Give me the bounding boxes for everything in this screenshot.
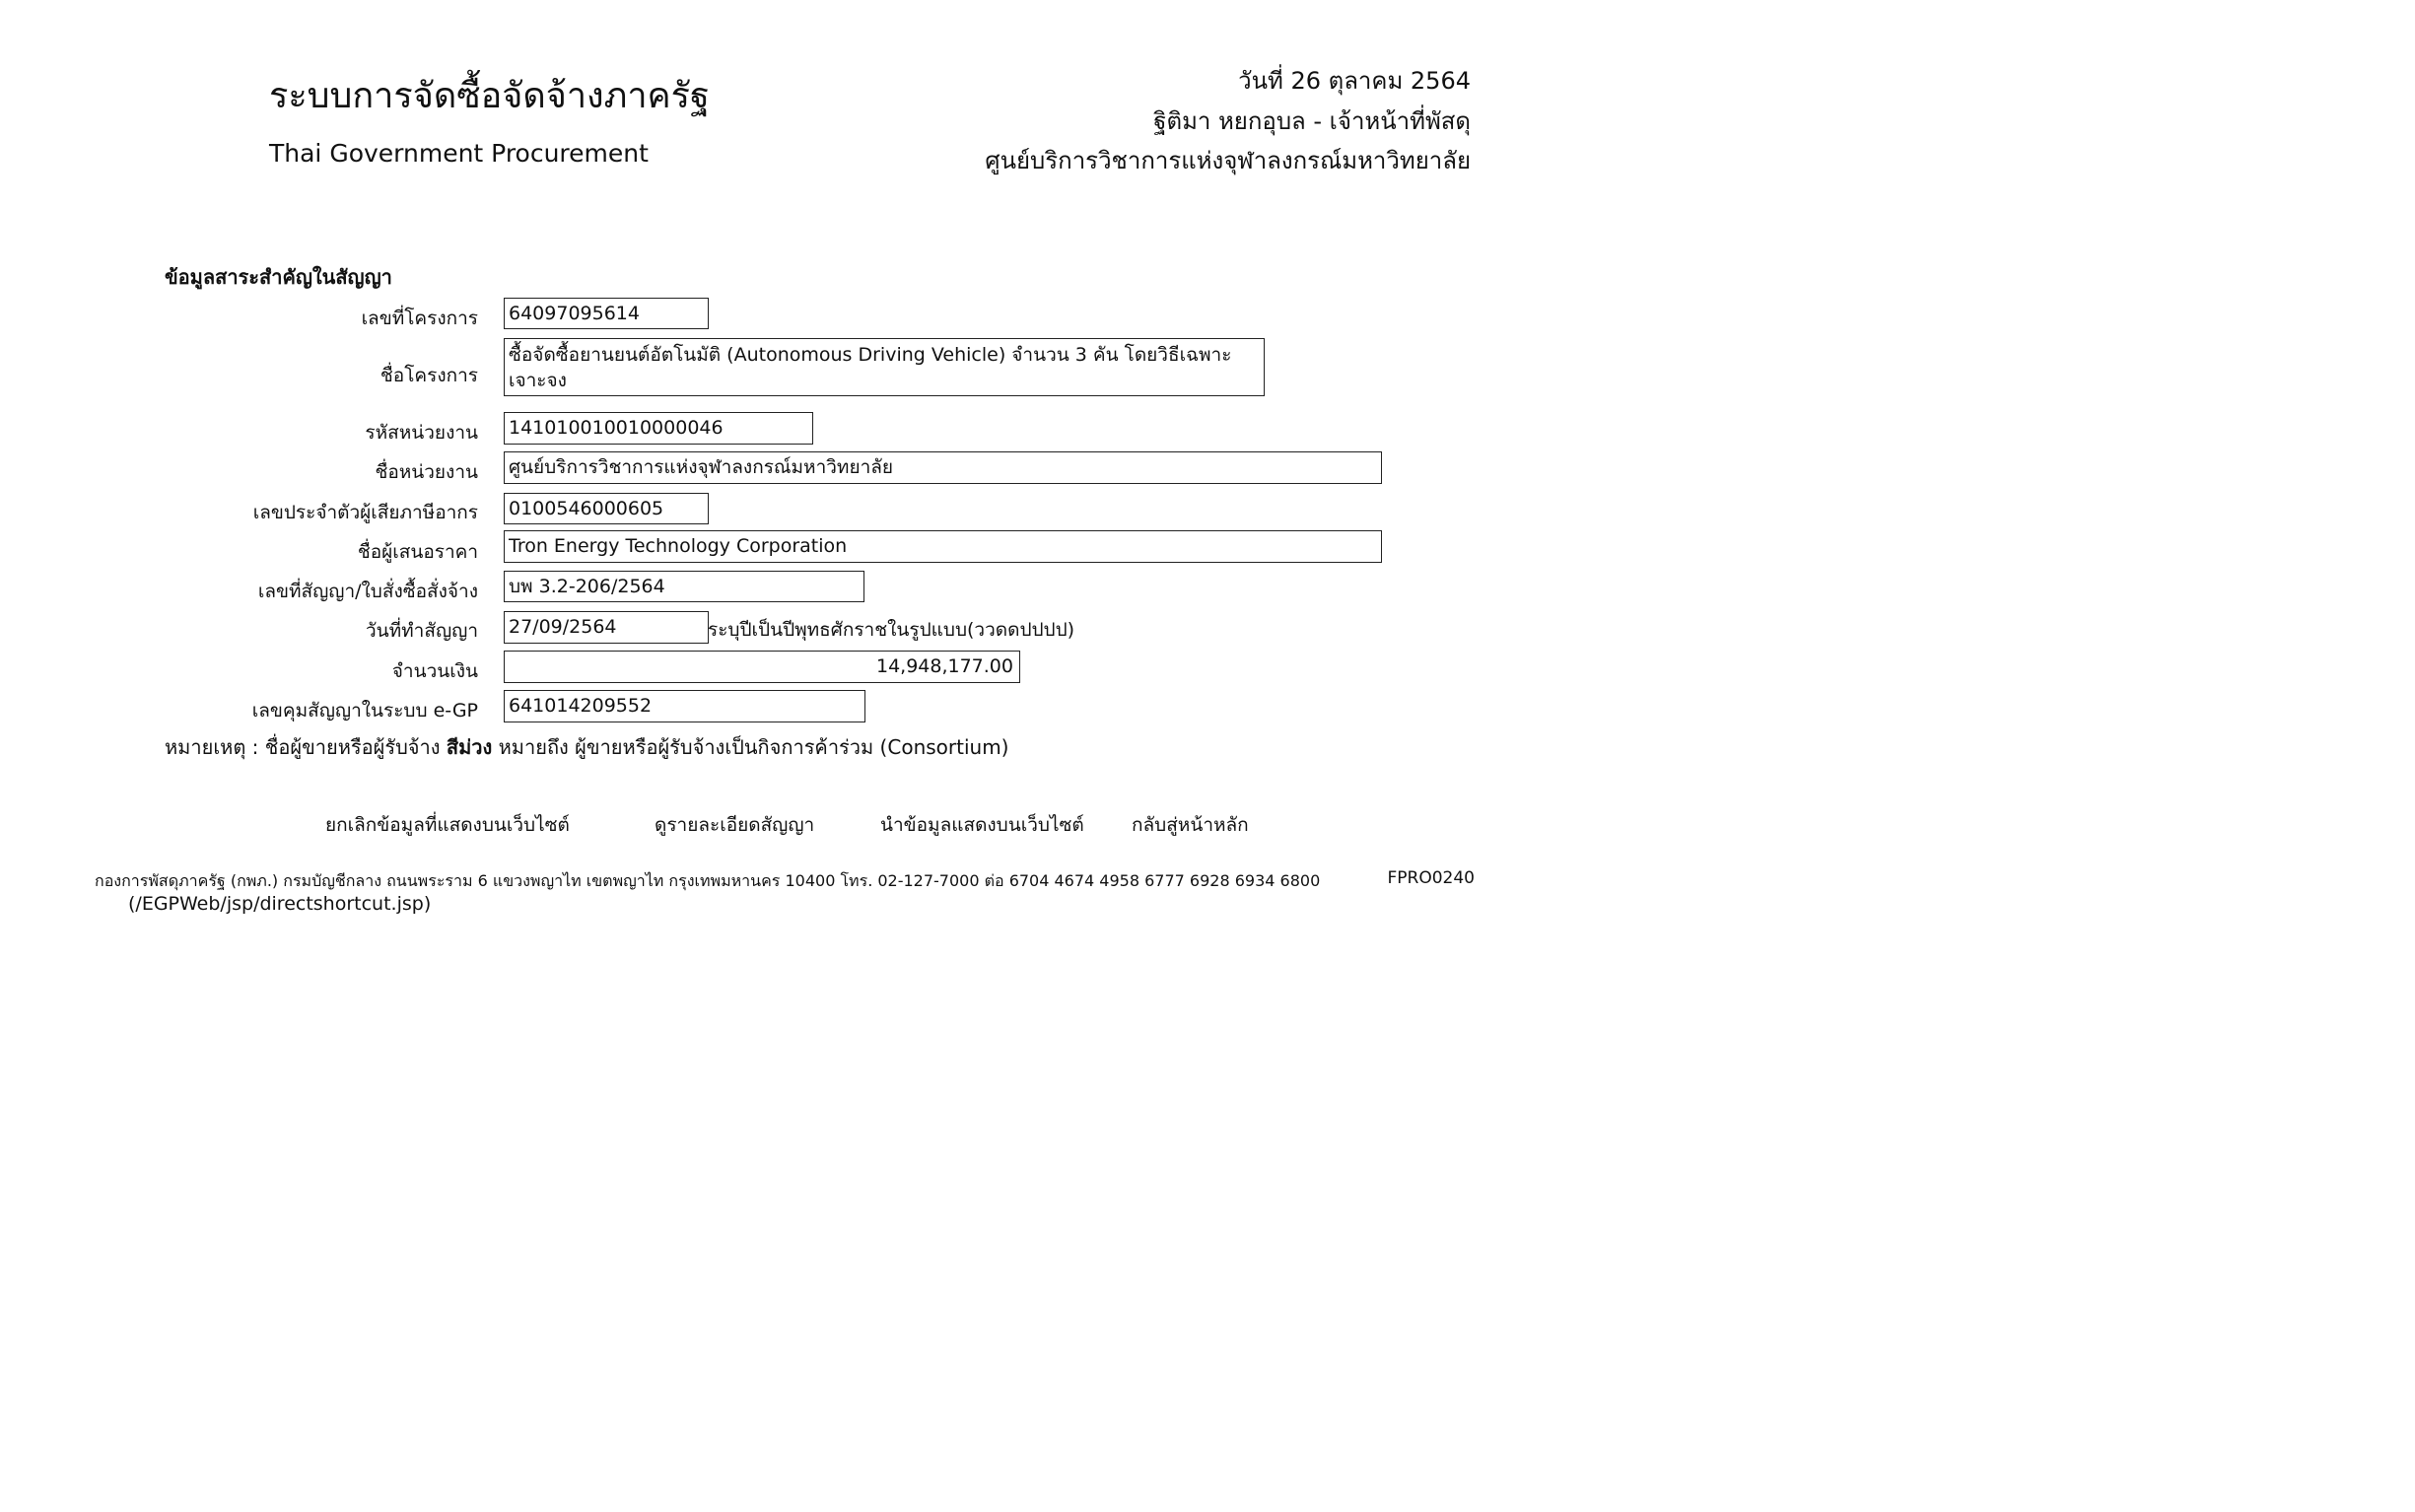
contract-date-field[interactable]: 27/09/2564 xyxy=(504,611,709,644)
system-title-th: ระบบการจัดซื้อจัดจ้างภาครัฐ xyxy=(269,76,710,116)
project-no-label: เลขที่โครงการ xyxy=(361,308,478,329)
tax-id-field[interactable]: 0100546000605 xyxy=(504,493,709,524)
section-title: ข้อมูลสาระสำคัญในสัญญา xyxy=(165,265,392,289)
contract-date-hint: ระบุปีเป็นปีพุทธศักราชในรูปแบบ(ววดดปปปป) xyxy=(708,619,1075,641)
unit-code-field[interactable]: 141010010010000046 xyxy=(504,412,813,445)
egp-no-field[interactable]: 641014209552 xyxy=(504,690,865,722)
contract-no-field[interactable]: บพ 3.2-206/2564 xyxy=(504,571,864,602)
note-highlight: สีม่วง xyxy=(446,735,493,759)
unit-code-label: รหัสหน่วยงาน xyxy=(365,422,478,444)
note-prefix: หมายเหตุ : ชื่อผู้ขายหรือผู้รับจ้าง xyxy=(165,735,441,759)
amount-label: จำนวนเงิน xyxy=(391,660,478,682)
publish-data-link[interactable]: นำข้อมูลแสดงบนเว็บไซต์ xyxy=(880,814,1084,836)
back-home-link[interactable]: กลับสู่หน้าหลัก xyxy=(1132,814,1249,836)
bidder-field[interactable]: Tron Energy Technology Corporation xyxy=(504,530,1382,563)
contract-date-label: วันที่ทำสัญญา xyxy=(365,620,478,642)
project-name-label: ชื่อโครงการ xyxy=(380,365,478,386)
unit-name-label: ชื่อหน่วยงาน xyxy=(375,461,478,483)
footer-form-code: FPRO0240 xyxy=(1387,868,1475,888)
amount-field[interactable]: 14,948,177.00 xyxy=(504,651,1020,683)
tax-id-label: เลขประจำตัวผู้เสียภาษีอากร xyxy=(252,502,478,523)
header-date: วันที่ 26 ตุลาคม 2564 xyxy=(1238,67,1471,95)
system-title-en: Thai Government Procurement xyxy=(269,139,649,168)
bidder-label: ชื่อผู้เสนอราคา xyxy=(357,541,478,563)
contract-no-label: เลขที่สัญญา/ใบสั่งซื้อสั่งจ้าง xyxy=(257,581,478,602)
note-suffix: หมายถึง ผู้ขายหรือผู้รับจ้างเป็นกิจการค้าร่วม (Consortium) xyxy=(498,735,1009,759)
header-agency: ศูนย์บริการวิชาการแห่งจุฬาลงกรณ์มหาวิทยาลัย xyxy=(985,147,1471,174)
footer-address: กองการพัสดุภาครัฐ (กพภ.) กรมบัญชีกลาง ถนนพระราม 6 แขวงพญาไท เขตพญาไท กรุงเทพมหานคร 10400 โทร. 02-127-7000 ต่อ 6704 4674 4958 6777 6928 6934 6800 xyxy=(95,871,1321,890)
view-contract-detail-link[interactable]: ดูรายละเอียดสัญญา xyxy=(655,814,815,836)
header-user: ฐิติมา หยกอุบล - เจ้าหน้าที่พัสดุ xyxy=(1153,107,1471,135)
cancel-publish-link[interactable]: ยกเลิกข้อมูลที่แสดงบนเว็บไซต์ xyxy=(325,814,570,836)
footer-page-path: (/EGPWeb/jsp/directshortcut.jsp) xyxy=(128,893,432,915)
consortium-note xyxy=(165,731,1008,763)
project-name-field[interactable]: ซื้อจัดซื้อยานยนต์อัตโนมัติ (Autonomous Driving Vehicle) จำนวน 3 คัน โดยวิธีเฉพาะเจาะจง xyxy=(504,338,1265,396)
egp-no-label: เลขคุมสัญญาในระบบ e-GP xyxy=(251,700,478,722)
unit-name-field[interactable]: ศูนย์บริการวิชาการแห่งจุฬาลงกรณ์มหาวิทยาลัย xyxy=(504,451,1382,484)
project-no-field[interactable]: 64097095614 xyxy=(504,298,709,329)
